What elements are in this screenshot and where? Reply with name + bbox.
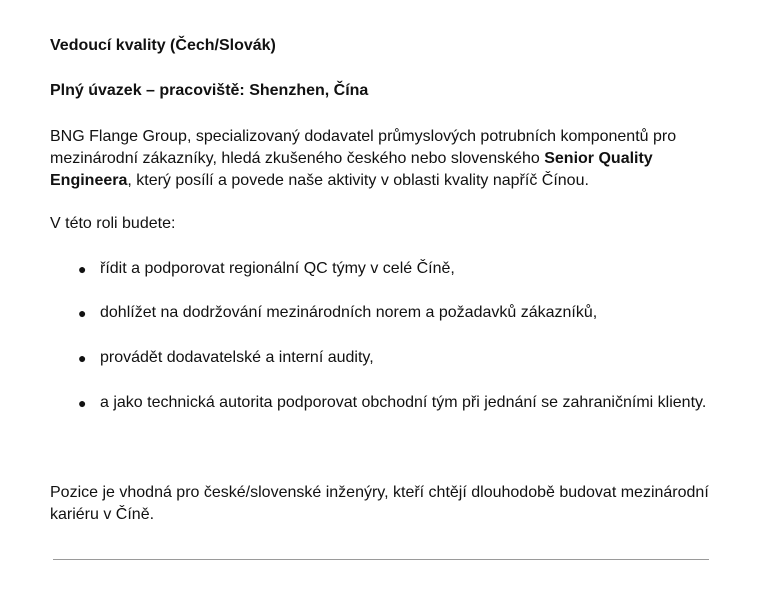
list-item-text: provádět dodavatelské a interní audity,	[100, 349, 374, 366]
intro-text-end: , který posílí a povede naše aktivity v oblasti kvality napříč Čínou.	[127, 172, 589, 189]
list-item	[78, 258, 708, 280]
list-item-text: řídit a podporovat regionální QC týmy v celé Číně,	[100, 260, 455, 277]
horizontal-divider	[53, 559, 709, 560]
bullet-icon: ●	[78, 305, 87, 321]
intro-paragraph	[50, 126, 710, 192]
bullet-icon: ●	[78, 350, 87, 366]
bullet-icon: ●	[78, 395, 87, 411]
list-item	[78, 347, 708, 369]
job-subtitle: Plný úvazek – pracoviště: Shenzhen, Čína	[50, 82, 369, 99]
intro-text-start: BNG Flange Group, specializovaný dodavatel průmyslových potrubních komponentů pro mezinárodní zákazníky, hledá zkušeného českého nebo slovenského	[50, 128, 677, 167]
list-item-text: a jako technická autorita podporovat obchodní tým při jednání se zahraničními klienty.	[100, 394, 707, 411]
bullet-icon: ●	[78, 261, 87, 277]
duties-lead: V této roli budete:	[50, 215, 176, 232]
intro-bold-role: Senior Quality Engineera	[50, 150, 653, 189]
closing-paragraph: Pozice je vhodná pro české/slovenské inženýry, kteří chtějí dlouhodobě budovat mezinárodní kariéru v Číně.	[50, 484, 709, 523]
list-item	[78, 302, 708, 324]
list-item	[78, 392, 708, 414]
job-title: Vedoucí kvality (Čech/Slovák)	[50, 37, 276, 54]
list-item-text: dohlížet na dodržování mezinárodních norem a požadavků zákazníků,	[100, 304, 598, 321]
